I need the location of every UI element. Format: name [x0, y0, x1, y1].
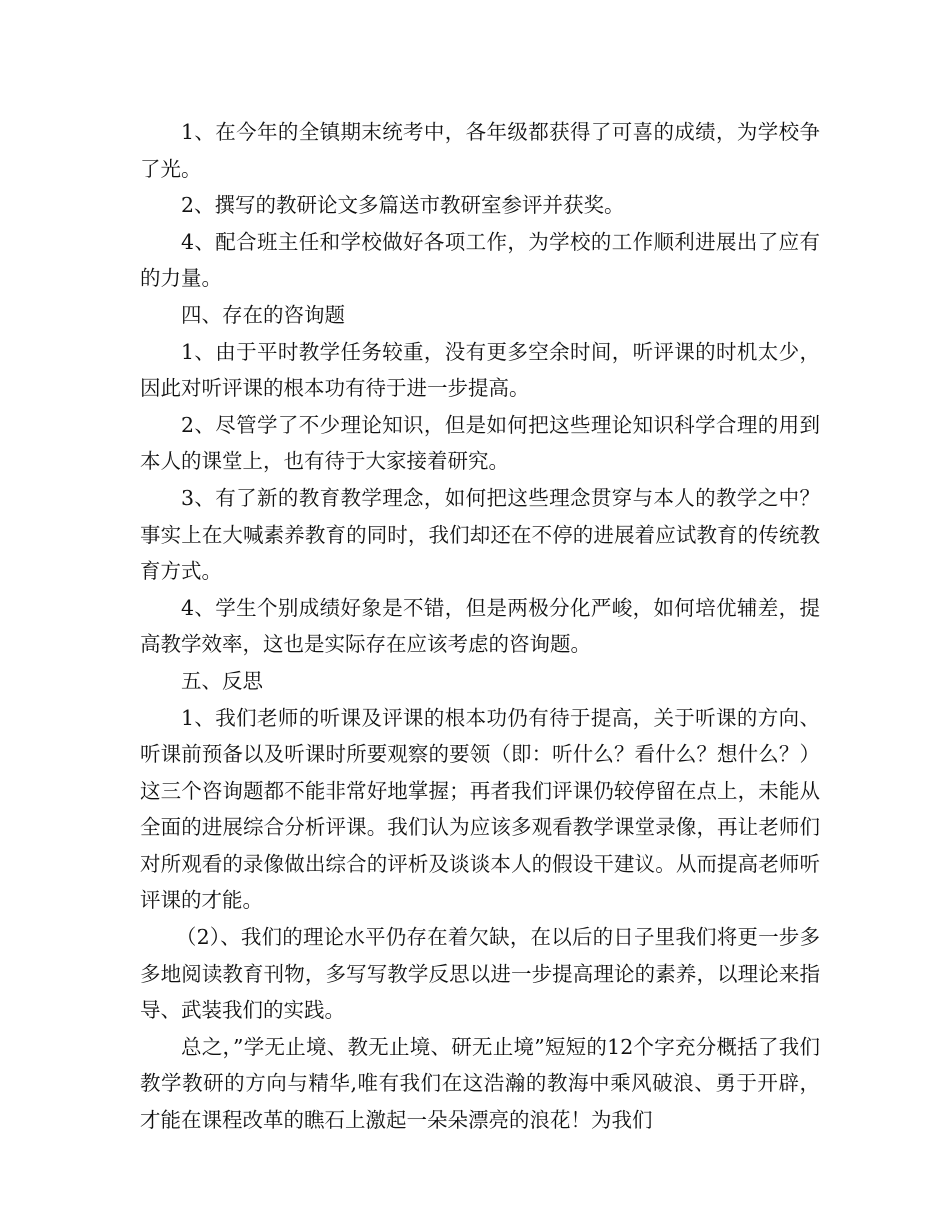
paragraph-problem-1: 1、由于平时教学任务较重，没有更多空余时间，听评课的时机太少，因此对听评课的根本功有待于进一步提高。	[140, 339, 820, 401]
section-heading-reflection: 五、反思	[181, 668, 263, 693]
document-body	[140, 114, 820, 1139]
paragraph-problem-3: 3、有了新的教育教学理念，如何把这些理念贯穿与本人的教学之中？事实上在大喊素养教育的同时，我们却还在不停的进展着应试教育的传统教育方式。	[140, 485, 820, 584]
paragraph-reflection-1: 1、我们老师的听课及评课的根本功仍有待于提高，关于听课的方向、听课前预备以及听课时所要观察的要领（即：听什么？看什么？想什么？）这三个咨询题都不能非常好地掌握；再者我们评课仍较停留在点上，未能从全面的进展综合分析评课。我们认为应该多观看教学课堂录像，再让老师们对所观看的录像做出综合的评析及谈谈本人的假设干建议。从而提高老师听评课的才能。	[140, 705, 820, 913]
paragraph-achievement-cooperation: 4、配合班主任和学校做好各项工作，为学校的工作顺利进展出了应有的力量。	[140, 229, 820, 291]
paragraph-problem-4: 4、学生个别成绩好象是不错，但是两极分化严峻，如何培优辅差，提高教学效率，这也是实际存在应该考虑的咨询题。	[140, 595, 820, 657]
paragraph-problem-2: 2、尽管学了不少理论知识，但是如何把这些理论知识科学合理的用到本人的课堂上，也有待于大家接着研究。	[140, 412, 820, 474]
paragraph-conclusion: 总之，”学无止境、教无止境、研无止境”短短的12个字充分概括了我们教学教研的方向与精华,唯有我们在这浩瀚的教海中乘风破浪、勇于开辟，才能在课程改革的瞧石上激起一朵朵漂亮的浪花！为我们	[140, 1034, 820, 1133]
paragraph-achievement-papers: 2、撰写的教研论文多篇送市教研室参评并获奖。	[181, 193, 625, 218]
section-heading-problems: 四、存在的咨询题	[181, 302, 345, 327]
paragraph-achievement-exam: 1、在今年的全镇期末统考中，各年级都获得了可喜的成绩，为学校争了光。	[140, 120, 820, 181]
paragraph-reflection-2: （2）、我们的理论水平仍存在着欠缺，在以后的日子里我们将更一步多多地阅读教育刊物，多写写教学反思以进一步提高理论的素养，以理论来指导、武装我们的实践。	[140, 925, 820, 1023]
